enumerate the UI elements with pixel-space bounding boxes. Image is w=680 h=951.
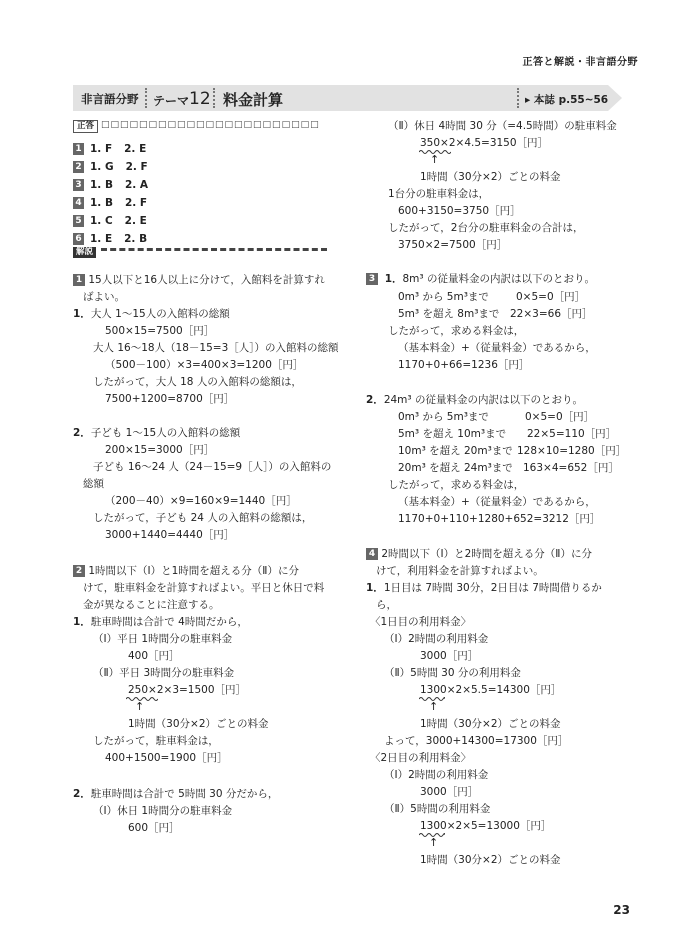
q2-text: したがって，駐車料金は， [93, 735, 219, 747]
formula: （500－100）×3=400×3=1200［円］ [105, 359, 304, 371]
formula: 350×2×4.5=3150［円］ [420, 137, 549, 149]
theme-banner [73, 85, 625, 111]
formula: 3000+1440=4440［円］ [105, 529, 235, 541]
formula: 22×3=66［円］ [510, 308, 593, 320]
formula: 3000［円］ [420, 786, 479, 798]
annotation: 1時間（30分×2）ごとの料金 [420, 854, 561, 866]
answer-checkboxes: □□□□□□□□□□□□□□□□□□□□□□□ [101, 120, 320, 130]
q2-text: （Ⅰ）休日 1時間分の駐車料金 [93, 805, 233, 817]
theme-number: 12 [189, 89, 211, 109]
q2-step: 2．駐車時間は合計で 5時間 30 分だから， [73, 788, 279, 800]
q3-text: したがって，求める料金は， [388, 325, 525, 337]
answer-row: 6 1. E 2. B [73, 233, 147, 245]
q3-step: 2．24m³ の従量料金の内訳は以下のとおり。 [366, 394, 583, 406]
annotation: 1時間（30分×2）ごとの料金 [420, 718, 561, 730]
section-header: 正答と解説・非言語分野 [522, 57, 638, 68]
q2-step: 1．駐車時間は合計で 4時間だから， [73, 616, 248, 628]
q3-text: （基本料金）+（従量料金）であるから， [398, 496, 596, 508]
q4-text: 4 2時間以下（Ⅰ）と2時間を超える分（Ⅱ）に分 [366, 547, 592, 561]
question-number: 1 [73, 274, 85, 286]
q1-text: したがって，子ども 24 人の入館料の総額は， [93, 512, 313, 524]
category-label: 非言語分野 [81, 92, 139, 106]
formula: 3000［円］ [420, 650, 479, 662]
annotation: 1時間（30分×2）ごとの料金 [420, 171, 561, 183]
question-number: 2 [73, 565, 85, 577]
q1-text: ばよい。 [83, 291, 125, 303]
formula: 500×15=7500［円］ [105, 325, 215, 337]
q4-text: 〈2日目の利用料金〉 [370, 752, 472, 764]
answer-label: 正答 [73, 120, 98, 133]
range-label: 20m³ を超え 24m³まで [398, 462, 513, 474]
q2-text: したがって，2台分の駐車料金の合計は， [388, 222, 584, 234]
q4-text: ら， [376, 599, 397, 611]
formula: 0×5=0［円］ [516, 291, 586, 303]
formula: 400［円］ [128, 650, 180, 662]
formula: 0×5=0［円］ [525, 411, 595, 423]
answer-row: 2 1. G 2. F [73, 161, 148, 173]
page-number: 23 [613, 903, 630, 917]
formula: 1170+0+66=1236［円］ [398, 359, 530, 371]
answer-row: 4 1. B 2. F [73, 197, 147, 209]
range-label: 5m³ を超え 10m³まで [398, 428, 507, 440]
up-arrow-icon: ↑ [430, 153, 440, 166]
answer-row: 5 1. C 2. E [73, 215, 147, 227]
formula: 1300×2×5.5=14300［円］ [420, 684, 562, 696]
formula: 1170+0+110+1280+652=3212［円］ [398, 513, 601, 525]
q4-step: 1．1日目は 7時間 30分，2日目は 7時間借りるか [366, 582, 602, 594]
formula: 7500+1200=8700［円］ [105, 393, 235, 405]
up-arrow-icon: ↑ [429, 836, 439, 849]
q2-text: （Ⅱ）平日 3時間分の駐車料金 [93, 667, 235, 679]
q4-text: （Ⅱ）5時間 30 分の利用料金 [384, 667, 521, 679]
formula: 163×4=652［円］ [523, 462, 619, 474]
theme-label: テーマ12 [153, 89, 211, 109]
question-number: 3 [366, 273, 378, 285]
q4-text: （Ⅰ）2時間の利用料金 [384, 769, 489, 781]
up-arrow-icon: ↑ [429, 700, 439, 713]
range-label: 0m³ から 5m³まで [398, 411, 489, 423]
q2-text: 金が異なることに注意する。 [83, 599, 220, 611]
formula: 600+3150=3750［円］ [398, 205, 521, 217]
q1-step: 2．子ども 1～15人の入館料の総額 [73, 427, 241, 439]
q1-step: 1．大人 1～15人の入館料の総額 [73, 308, 230, 320]
q1-text: 子ども 16～24 人（24－15=9［人］）の入館料の [93, 461, 332, 473]
formula: 128×10=1280［円］ [517, 445, 627, 457]
q4-text: （Ⅱ）5時間の利用料金 [384, 803, 491, 815]
q2-text: 1台分の駐車料金は， [388, 188, 490, 200]
formula: 400+1500=1900［円］ [105, 752, 228, 764]
range-label: 5m³ を超え 8m³まで [398, 308, 500, 320]
question-number: 4 [366, 548, 378, 560]
divider [101, 248, 327, 251]
up-arrow-icon: ↑ [135, 700, 145, 713]
answer-row: 3 1. B 2. A [73, 179, 148, 191]
q3-text: （基本料金）+（従量料金）であるから， [398, 342, 596, 354]
q3-text: 3 1．8m³ の従量料金の内訳は以下のとおり。 [366, 272, 595, 286]
q4-text: よって，3000+14300=17300［円］ [384, 735, 569, 747]
formula: 22×5=110［円］ [527, 428, 617, 440]
q3-text: したがって，求める料金は， [388, 479, 525, 491]
q1-text: 大人 16～18人（18－15=3［人］）の入館料の総額 [93, 342, 339, 354]
formula: 250×2×3=1500［円］ [128, 684, 247, 696]
q1-text: 1 15人以下と16人以上に分けて，入館料を計算すれ [73, 273, 325, 287]
book-reference: ▸ 本誌 p.55~56 [525, 94, 609, 106]
q2-text: 2 1時間以下（Ⅰ）と1時間を超える分（Ⅱ）に分 [73, 564, 299, 578]
q4-text: （Ⅰ）2時間の利用料金 [384, 633, 489, 645]
formula: 200×15=3000［円］ [105, 444, 215, 456]
q4-text: けて，利用料金を計算すればよい。 [376, 565, 544, 577]
formula: 600［円］ [128, 822, 180, 834]
answer-row: 1 1. F 2. E [73, 143, 146, 155]
formula: 1300×2×5=13000［円］ [420, 820, 552, 832]
range-label: 10m³ を超え 20m³まで [398, 445, 513, 457]
q2-text: （Ⅰ）平日 1時間分の駐車料金 [93, 633, 233, 645]
range-label: 0m³ から 5m³まで [398, 291, 489, 303]
explanation-label: 解説 [73, 247, 96, 258]
annotation: 1時間（30分×2）ごとの料金 [128, 718, 269, 730]
q1-text: 総額 [83, 478, 104, 490]
formula: 3750×2=7500［円］ [398, 239, 508, 251]
q1-text: したがって，大人 18 人の入館料の総額は， [93, 376, 302, 388]
q2-text: （Ⅱ）休日 4時間 30 分（=4.5時間）の駐車料金 [388, 120, 617, 132]
q2-text: けて，駐車料金を計算すればよい。平日と休日で料 [83, 582, 325, 594]
page-title: 料金計算 [223, 91, 284, 109]
q4-text: 〈1日目の利用料金〉 [370, 616, 472, 628]
formula: （200－40）×9=160×9=1440［円］ [105, 495, 297, 507]
